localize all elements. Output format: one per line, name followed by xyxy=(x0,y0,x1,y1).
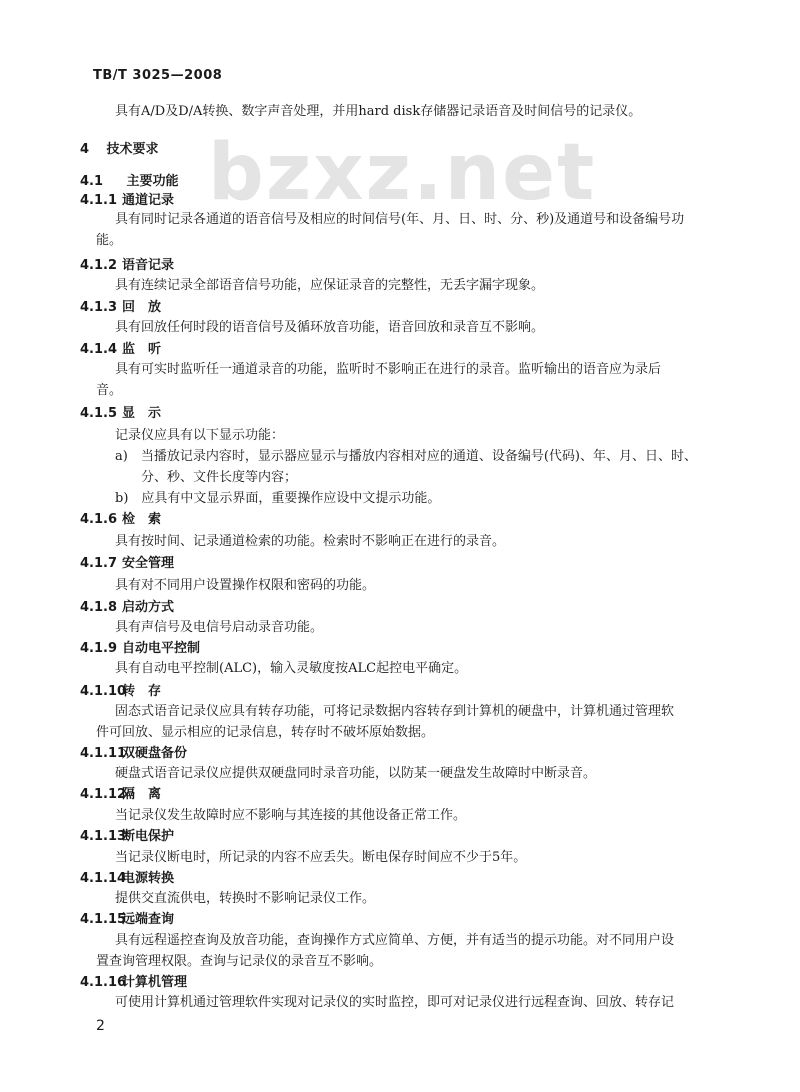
clause-text-line: 具有连续记录全部语音信号功能，应保证录音的完整性，无丢字漏字现象。 xyxy=(115,278,545,293)
clause-text-line: 固态式语音记录仪应具有转存功能，可将记录数据内容转存到计算机的硬盘中，计算机通过管理软 xyxy=(115,704,675,719)
clause-heading xyxy=(80,912,174,928)
clause-number: 4.1.15 xyxy=(80,912,127,927)
clause-title: 启动方式 xyxy=(122,600,175,615)
clause-text-line: 当记录仪发生故障时应不影响与其连接的其他设备正常工作。 xyxy=(115,808,467,823)
clause-title: 监 听 xyxy=(122,342,162,357)
clause-number: 4.1.6 xyxy=(80,512,118,527)
clause-text-line: 能。 xyxy=(96,233,123,248)
clause-number: 4.1.9 xyxy=(80,641,118,656)
clause-text-line: 音。 xyxy=(96,383,123,398)
page-number: 2 xyxy=(96,1018,105,1034)
clause-number: 4.1.2 xyxy=(80,258,118,273)
clause-number: 4.1.10 xyxy=(80,684,127,699)
section-4-heading xyxy=(80,142,159,158)
clause-text-line: 具有回放任何时段的语音信号及循环放音功能，语音回放和录音互不影响。 xyxy=(115,320,545,335)
clause-heading xyxy=(80,512,161,528)
clause-text-line: 置查询管理权限。查询与记录仪的录音互不影响。 xyxy=(96,954,383,969)
clause-heading xyxy=(80,871,174,887)
clause-number: 4.1.12 xyxy=(80,787,127,802)
clause-title: 语音记录 xyxy=(122,258,175,273)
clause-text-line: 具有声信号及电信号启动录音功能。 xyxy=(115,620,324,635)
clause-text-line: 记录仪应具有以下显示功能： xyxy=(115,428,285,443)
intro-text: 具有A/D及D/A转换、数字声音处理，并用hard disk存储器记录语音及时间信号的记录仪。 xyxy=(115,104,642,119)
clause-number: 4.1.8 xyxy=(80,600,118,615)
clause-text-line: b) 应具有中文显示界面，重要操作应设中文提示功能。 xyxy=(115,491,441,506)
clause-heading xyxy=(80,600,174,616)
clause-heading xyxy=(80,342,161,358)
clause-number: 4.1.3 xyxy=(80,300,118,315)
clause-number: 4.1.5 xyxy=(80,406,118,421)
section-4-1-heading xyxy=(80,174,179,190)
clause-heading xyxy=(80,975,187,991)
clause-text-line: 当记录仪断电时，所记录的内容不应丢失。断电保存时间应不少于5年。 xyxy=(115,850,527,865)
clause-number: 4.1.14 xyxy=(80,871,127,886)
clause-text-line: 硬盘式语音记录仪应提供双硬盘同时录音功能，以防某一硬盘发生故障时中断录音。 xyxy=(115,766,597,781)
clause-text-line: 分、秒、文件长度等内容； xyxy=(141,470,298,485)
clause-title: 显 示 xyxy=(122,406,162,421)
clause-text-line: 具有远程遥控查询及放音功能，查询操作方式应简单、方便，并有适当的提示功能。对不同用户设 xyxy=(115,933,675,948)
clause-heading xyxy=(80,746,187,762)
standard-number-header: TB/T 3025—2008 xyxy=(93,68,223,83)
clause-title: 远端查询 xyxy=(122,912,175,927)
clause-number: 4.1.1 xyxy=(80,193,118,208)
clause-heading xyxy=(80,684,161,700)
clause-heading xyxy=(80,406,161,422)
section-4-1-title: 主要功能 xyxy=(126,174,179,189)
clause-number: 4.1.11 xyxy=(80,746,127,761)
clause-title: 电源转换 xyxy=(122,871,175,886)
clause-heading xyxy=(80,193,174,209)
clause-text-line: 可使用计算机通过管理软件实现对记录仪的实时监控，即可对记录仪进行远程查询、回放、转存记 xyxy=(115,995,675,1010)
clause-heading xyxy=(80,258,174,274)
clause-number: 4.1.4 xyxy=(80,342,118,357)
clause-text-line: 具有自动电平控制(ALC)，输入灵敏度按ALC起控电平确定。 xyxy=(115,661,468,676)
clause-text-line: 具有同时记录各通道的语音信号及相应的时间信号(年、月、日、时、分、秒)及通道号和设备编号功 xyxy=(115,212,685,227)
clause-number: 4.1.7 xyxy=(80,556,118,571)
section-4-number: 4 xyxy=(80,142,90,157)
clause-title: 断电保护 xyxy=(122,829,175,844)
clause-title: 隔 离 xyxy=(122,787,162,802)
clause-text-line: a) 当播放记录内容时，显示器应显示与播放内容相对应的通道、设备编号(代码)、年、月、日、时、 xyxy=(115,449,697,464)
clause-text-line: 提供交直流供电，转换时不影响记录仪工作。 xyxy=(115,891,376,906)
clause-number: 4.1.16 xyxy=(80,975,127,990)
clause-heading xyxy=(80,641,200,657)
clause-heading xyxy=(80,829,174,845)
clause-title: 回 放 xyxy=(122,300,162,315)
clause-heading xyxy=(80,556,174,572)
clause-title: 自动电平控制 xyxy=(122,641,201,656)
clause-title: 转 存 xyxy=(122,684,162,699)
clause-number: 4.1.13 xyxy=(80,829,127,844)
clause-heading xyxy=(80,300,161,316)
clause-title: 通道记录 xyxy=(122,193,175,208)
clause-text-line: 具有按时间、记录通道检索的功能。检索时不影响正在进行的录音。 xyxy=(115,534,506,549)
section-4-title: 技术要求 xyxy=(106,142,159,157)
clause-text-line: 具有可实时监听任一通道录音的功能，监听时不影响正在进行的录音。监听输出的语音应为录后 xyxy=(115,362,662,377)
clause-title: 检 索 xyxy=(122,512,162,527)
clause-title: 安全管理 xyxy=(122,556,175,571)
clause-heading xyxy=(80,787,161,803)
clause-text-line: 具有对不同用户设置操作权限和密码的功能。 xyxy=(115,578,376,593)
clause-text-line: 件可回放、显示相应的记录信息，转存时不破坏原始数据。 xyxy=(96,725,435,740)
section-4-1-number: 4.1 xyxy=(80,174,104,189)
clause-title: 双硬盘备份 xyxy=(122,746,188,761)
watermark: bzxz.net xyxy=(208,128,597,218)
clause-title: 计算机管理 xyxy=(122,975,188,990)
